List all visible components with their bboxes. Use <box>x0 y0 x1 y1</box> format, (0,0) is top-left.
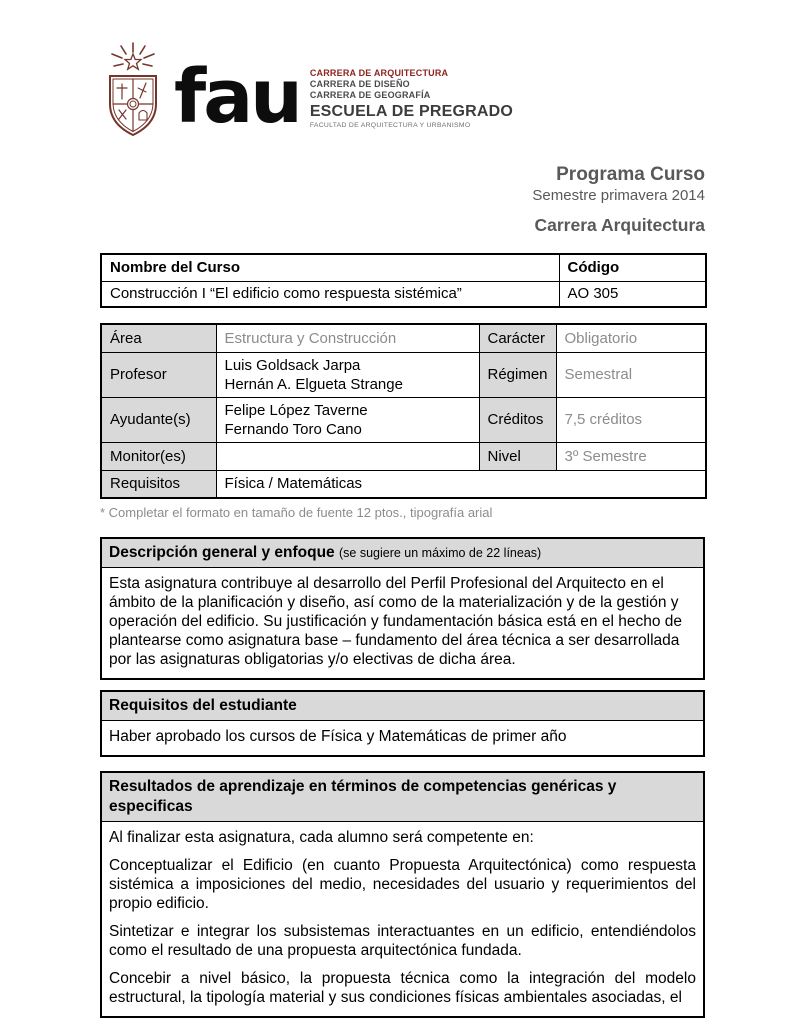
table-row <box>101 324 706 352</box>
paragraph: Sintetizar e integrar los subsistemas interactuantes en un edificio, entendiéndolos como el resultado de una propuesta arquitectónica fundada. <box>109 923 696 959</box>
section-title: Descripción general y enfoque <box>109 544 335 561</box>
profesor-value <box>216 352 479 397</box>
table-row <box>101 442 706 470</box>
course-name-header: Nombre del Curso <box>101 254 559 281</box>
logo-block <box>100 0 800 138</box>
table-row <box>101 352 706 397</box>
profesor-label: Profesor <box>101 352 216 397</box>
paragraph: Concebir a nivel básico, la propuesta técnica como la integración del modelo estructural, la tipología material y sus condiciones físicas ambientales asociadas, el <box>109 970 696 1006</box>
area-label: Área <box>101 324 216 352</box>
format-footnote: * Completar el formato en tamaño de fuente 12 ptos., tipografía arial <box>100 505 493 520</box>
section-descripcion-body <box>102 568 703 678</box>
caracter-value: Obligatorio <box>556 324 706 352</box>
nivel-label: Nivel <box>479 442 556 470</box>
doc-header <box>100 164 705 236</box>
regimen-value: Semestral <box>556 352 706 397</box>
table-row <box>101 470 706 498</box>
creditos-value: 7,5 créditos <box>556 397 706 442</box>
doc-semester: Semestre primavera 2014 <box>532 187 705 204</box>
nivel-value: 3º Semestre <box>556 442 706 470</box>
university-crest-icon <box>100 42 166 138</box>
logo-line-geografia: CARRERA DE GEOGRAFÍA <box>309 90 431 100</box>
section-requisitos-estudiante <box>100 690 705 757</box>
section-title: Resultados de aprendizaje en términos de competencias genéricas y especificas <box>109 778 617 815</box>
fau-wordmark: fau <box>174 54 300 140</box>
regimen-label: Régimen <box>479 352 556 397</box>
section-title: Requisitos del estudiante <box>109 697 297 714</box>
section-title-note: (se sugiere un máximo de 22 líneas) <box>339 546 542 560</box>
section-descripcion-header <box>102 539 703 568</box>
paragraph: Esta asignatura contribuye al desarrollo del Perfil Profesional del Arquitecto en el ámbito de la planificación y diseño, así como de la materialización y de la gestión y operación del edificio. Su justificación y fundamentación básica está en el hecho de plantearse como asignatura base – fundamento del área técnica a ser desarrollada por las asignaturas obligatorias y/o electivas de dicha área. <box>109 575 683 668</box>
logo-line-facultad: FACULTAD DE ARQUITECTURA Y URBANISMO <box>309 122 471 129</box>
area-value: Estructura y Construcción <box>216 324 479 352</box>
ayudantes-label: Ayudante(s) <box>101 397 216 442</box>
section-resultados <box>100 771 705 1018</box>
profesor-name-1: Luis Goldsack Jarpa <box>224 356 361 374</box>
ayudante-name-1: Felipe López Taverne <box>224 401 368 419</box>
requisitos-label: Requisitos <box>101 470 216 498</box>
ayudantes-value <box>216 397 479 442</box>
requisitos-value: Física / Matemáticas <box>216 470 706 498</box>
section-requisitos-header <box>102 692 703 721</box>
logo-line-pregrado: ESCUELA DE PREGRADO <box>309 103 514 120</box>
course-table-header-row <box>101 254 706 281</box>
logo-line-arquitectura: CARRERA DE ARQUITECTURA <box>309 68 449 78</box>
section-descripcion <box>100 537 705 680</box>
logo-text-block <box>310 68 513 130</box>
creditos-label: Créditos <box>479 397 556 442</box>
course-table <box>100 253 707 308</box>
logo-line-diseno: CARRERA DE DISEÑO <box>309 79 410 89</box>
ayudante-name-2: Fernando Toro Cano <box>224 420 362 438</box>
course-code-header: Código <box>559 254 706 281</box>
section-resultados-body <box>102 822 703 1016</box>
caracter-label: Carácter <box>479 324 556 352</box>
course-table-data-row <box>101 281 706 307</box>
paragraph: Al finalizar esta asignatura, cada alumno será competente en: <box>109 829 534 846</box>
monitores-label: Monitor(es) <box>101 442 216 470</box>
monitores-value <box>216 442 479 470</box>
section-resultados-header <box>102 773 703 822</box>
paragraph: Haber aprobado los cursos de Física y Matemáticas de primer año <box>109 728 567 745</box>
profesor-name-2: Hernán A. Elgueta Strange <box>224 375 403 393</box>
section-requisitos-body <box>102 721 703 755</box>
doc-career: Carrera Arquitectura <box>534 215 705 235</box>
doc-title: Programa Curso <box>556 164 705 185</box>
course-code-value: AO 305 <box>559 281 706 307</box>
paragraph: Conceptualizar el Edificio (en cuanto Propuesta Arquitectónica) como respuesta sistémica a imposiciones del medio, necesidades del usuario y requerimientos del propio edificio. <box>109 857 696 912</box>
course-name-value: Construcción I “El edificio como respuesta sistémica” <box>101 281 559 307</box>
details-table <box>100 323 707 499</box>
table-row <box>101 397 706 442</box>
